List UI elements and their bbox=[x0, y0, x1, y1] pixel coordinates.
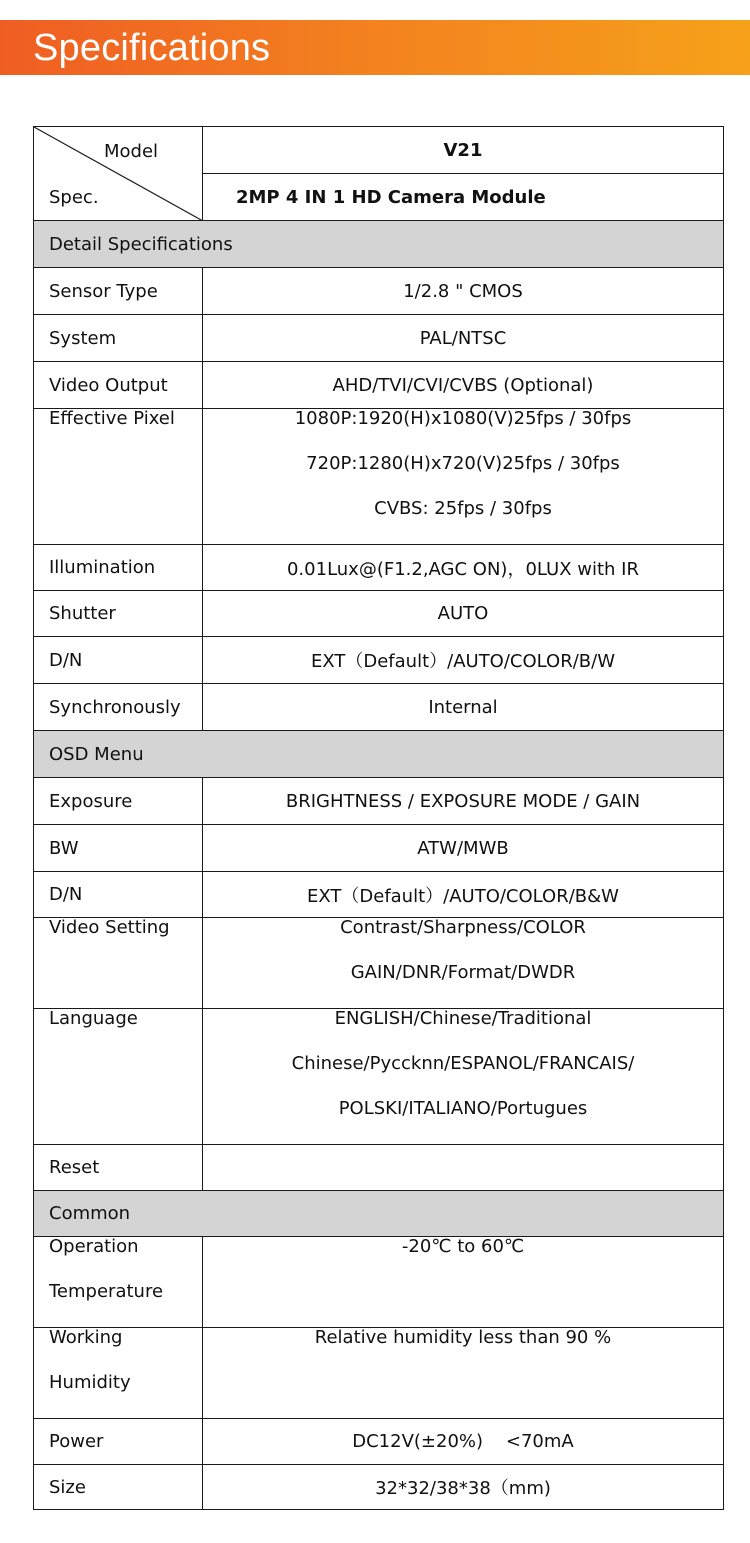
row-value: DC12V(±20%) <70mA bbox=[203, 1419, 724, 1465]
row-label: Synchronously bbox=[34, 684, 203, 731]
table-row bbox=[34, 1237, 724, 1328]
page-title: Specifications bbox=[33, 27, 271, 69]
table-row bbox=[34, 268, 724, 315]
row-value bbox=[203, 1009, 724, 1145]
row-label: Reset bbox=[34, 1145, 203, 1191]
row-value: PAL/NTSC bbox=[203, 315, 724, 362]
section-row bbox=[34, 1191, 724, 1237]
value-line: 1080P:1920(H)x1080(V)25fps / 30fps bbox=[294, 408, 632, 429]
row-value: 32*32/38*38（mm) bbox=[203, 1465, 724, 1510]
table-row bbox=[34, 1009, 724, 1145]
row-label: Operation Temperature bbox=[34, 1237, 203, 1328]
row-value: AHD/TVI/CVI/CVBS (Optional) bbox=[203, 362, 724, 409]
header-banner bbox=[0, 20, 750, 75]
table-row bbox=[34, 1465, 724, 1510]
table-row bbox=[34, 684, 724, 731]
row-value bbox=[203, 1145, 724, 1191]
section-header-detail: Detail Specifications bbox=[34, 221, 724, 268]
table-row bbox=[34, 1328, 724, 1419]
row-label: Exposure bbox=[34, 778, 203, 825]
value-line: Contrast/Sharpness/COLOR bbox=[340, 917, 586, 938]
row-label: Working Humidity bbox=[34, 1328, 203, 1419]
row-label: Effective Pixel bbox=[34, 409, 203, 545]
row-value: ATW/MWB bbox=[203, 825, 724, 872]
model-description: 2MP 4 IN 1 HD Camera Module bbox=[203, 174, 724, 221]
value-line: 720P:1280(H)x720(V)25fps / 30fps bbox=[306, 453, 620, 474]
section-row bbox=[34, 731, 724, 778]
row-label: D/N bbox=[34, 872, 203, 918]
section-row bbox=[34, 221, 724, 268]
row-label: Shutter bbox=[34, 591, 203, 637]
row-value bbox=[203, 918, 724, 1009]
table-row bbox=[34, 315, 724, 362]
table-row bbox=[34, 1145, 724, 1191]
value-line: CVBS: 25fps / 30fps bbox=[374, 498, 552, 519]
row-label: Illumination bbox=[34, 545, 203, 591]
table-row bbox=[34, 127, 724, 174]
value-line: POLSKI/ITALIANO/Portugues bbox=[338, 1098, 588, 1119]
row-label: Power bbox=[34, 1419, 203, 1465]
table-row bbox=[34, 545, 724, 591]
row-label: Sensor Type bbox=[34, 268, 203, 315]
section-header-common: Common bbox=[34, 1191, 724, 1237]
model-name: V21 bbox=[203, 127, 724, 174]
row-value: EXT（Default）/AUTO/COLOR/B&W bbox=[203, 872, 724, 918]
table-row bbox=[34, 362, 724, 409]
row-label: Size bbox=[34, 1465, 203, 1510]
table-row bbox=[34, 1419, 724, 1465]
row-value: EXT（Default）/AUTO/COLOR/B/W bbox=[203, 637, 724, 684]
value-line: Chinese/Pyccknn/ESPANOL/FRANCAIS/ bbox=[291, 1053, 635, 1074]
corner-cell bbox=[34, 127, 203, 221]
row-label: Language bbox=[34, 1009, 203, 1145]
table-row bbox=[34, 591, 724, 637]
table-row bbox=[34, 872, 724, 918]
row-value: BRIGHTNESS / EXPOSURE MODE / GAIN bbox=[203, 778, 724, 825]
row-value: Internal bbox=[203, 684, 724, 731]
table-row bbox=[34, 637, 724, 684]
value-line: GAIN/DNR/Format/DWDR bbox=[350, 962, 576, 983]
section-header-osd: OSD Menu bbox=[34, 731, 724, 778]
value-line: ENGLISH/Chinese/Traditional bbox=[334, 1008, 592, 1029]
row-value: Relative humidity less than 90 % bbox=[203, 1328, 724, 1419]
row-value bbox=[203, 409, 724, 545]
table-row bbox=[34, 409, 724, 545]
row-value: AUTO bbox=[203, 591, 724, 637]
row-value: -20℃ to 60℃ bbox=[203, 1237, 724, 1328]
spec-table bbox=[33, 126, 724, 1510]
row-value: 0.01Lux@(F1.2,AGC ON)，0LUX with IR bbox=[203, 545, 724, 591]
table-row bbox=[34, 918, 724, 1009]
row-label: Video Output bbox=[34, 362, 203, 409]
row-label: BW bbox=[34, 825, 203, 872]
table-row bbox=[34, 825, 724, 872]
row-label: System bbox=[34, 315, 203, 362]
table-row bbox=[34, 778, 724, 825]
row-label: Video Setting bbox=[34, 918, 203, 1009]
row-label: D/N bbox=[34, 637, 203, 684]
row-value: 1/2.8 " CMOS bbox=[203, 268, 724, 315]
spec-header-label: Spec. bbox=[49, 187, 99, 208]
model-header-label: Model bbox=[104, 141, 159, 162]
